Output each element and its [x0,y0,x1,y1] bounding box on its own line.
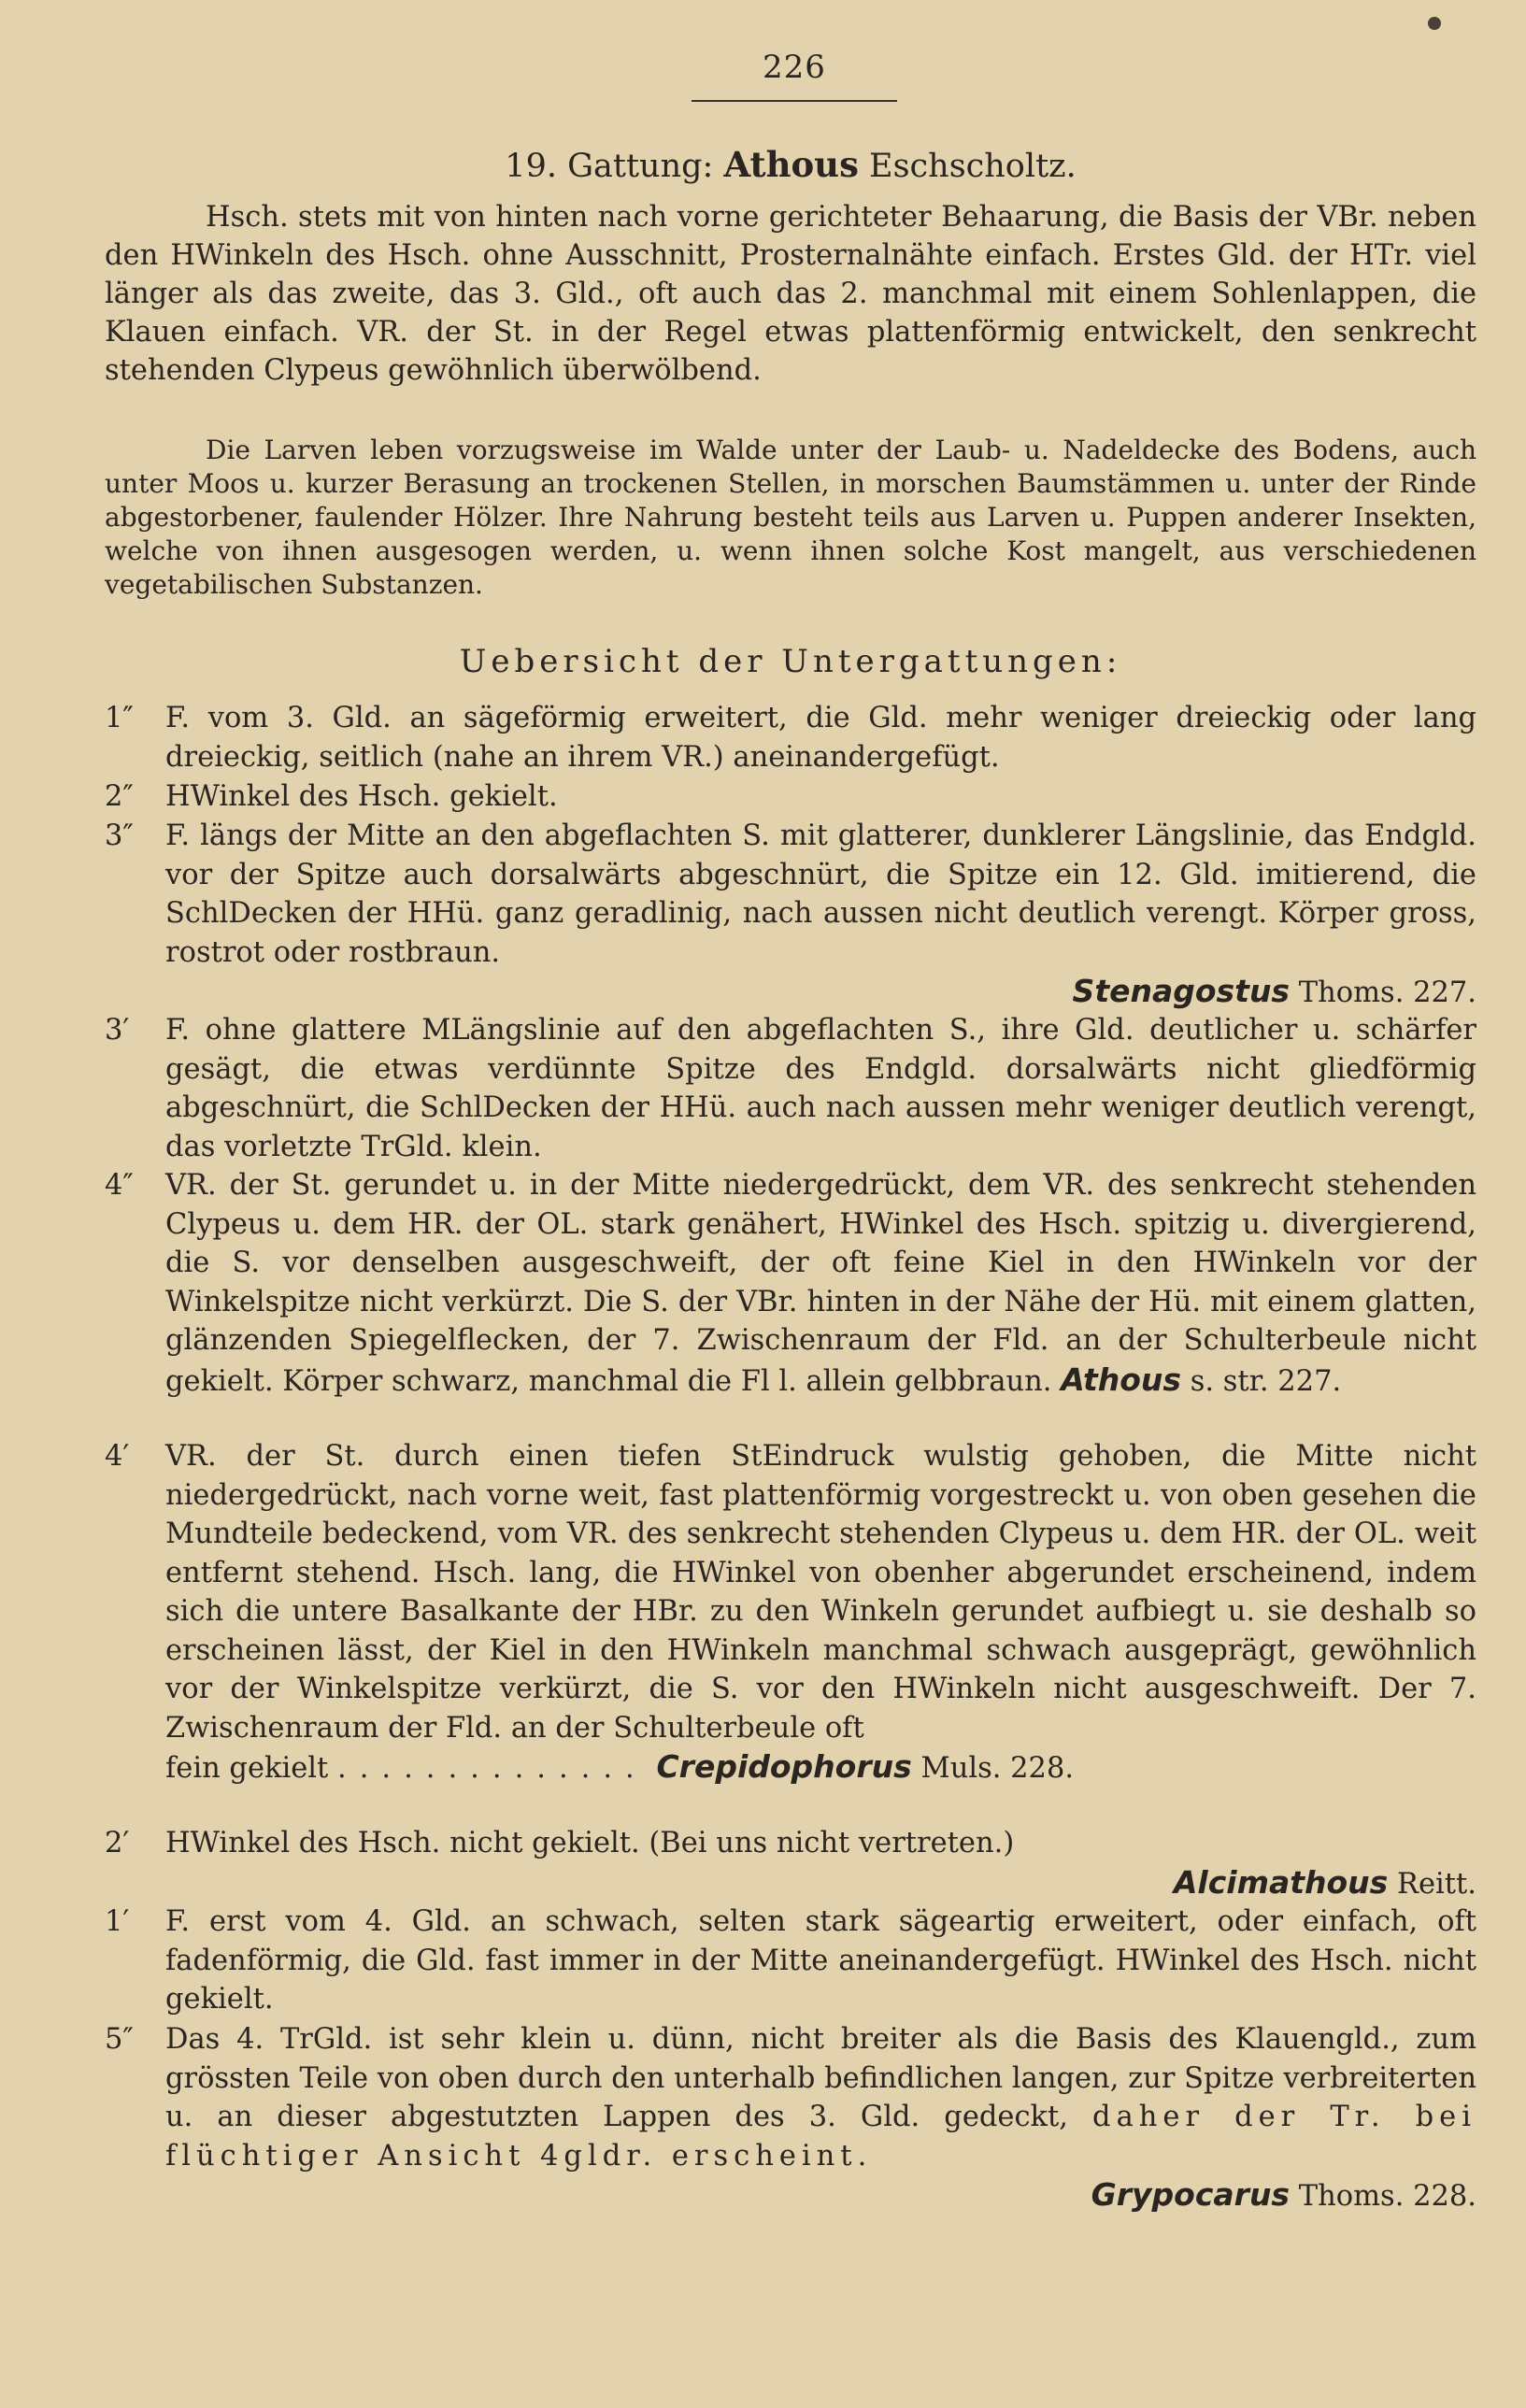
taxon-reference: Reitt. [1388,1867,1476,1901]
key-title: Uebersicht der Untergattungen: [459,643,1122,680]
taxon-line [165,972,1476,1013]
entry-text: F. ohne glattere MLängslinie auf den abgeflachten S., ihre Gld. deutlicher u. schärfer gesägt, die etwas verdünnte Spitze des Endgld. dorsalwärts nicht gliedförmig abgeschnürt, die SchlDecken der HHü. auch nach aussen mehr weniger deutlich verengt, das vorletzte TrGld. klein. [165,1014,1476,1163]
taxon-line [165,1863,1476,1904]
key-entry [105,1011,1476,1166]
intro-block [105,198,1476,390]
entry-text: Das 4. TrGld. ist sehr klein u. dünn, nicht breiter als die Basis des Klauengld., zum grössten Teile von oben durch den unterhalb befindlichen langen, zur Spitze verbreiterten u. an dieser abgestutzten Lappen des 3. Gld. gedeckt, [165,2023,1476,2133]
genus-heading [105,140,1476,191]
header-rule [692,100,897,102]
taxon-line [165,2175,1476,2216]
taxon-name: Crepidophorus [656,1748,912,1785]
taxon-name: Athous [1061,1361,1182,1398]
entry-number: 3″ [105,819,134,852]
key-entry [105,1902,1476,2019]
key-entry [105,1437,1476,1788]
entry-number: 1′ [105,1905,130,1938]
entry-text: VR. der St. gerundet u. in der Mitte niedergedrückt, dem VR. des senkrecht stehenden Clypeus u. dem HR. der OL. stark genähert, HWinkel des Hsch. spitzig u. divergierend, die S. vor denselben ausgeschweift, der oft feine Kiel in den HWinkeln vor der Winkelspitze nicht verkürzt. Die S. der VBr. hinten in der Nähe der Hü. mit einem glatten, glänzenden Spiegelflecken, der 7. Zwischenraum der Fld. an der Schulterbeule nicht gekielt. Körper schwarz, manchmal die Fl l. allein gelbbraun. [165,1169,1476,1398]
entry-spaced-text: daher der Tr. bei flüchtiger Ansicht 4gldr. erscheint. [165,2101,1476,2173]
genus-author: Eschscholtz. [858,148,1077,185]
key-entry [105,699,1476,777]
entry-number: 5″ [105,2023,134,2056]
intro-paragraph: Hsch. stets mit von hinten nach vorne gerichteter Behaarung, die Basis der VBr. neben den HWinkeln des Hsch. ohne Ausschnitt, Prosternalnähte einfach. Erstes Gld. der HTr. viel länger als das zweite, das 3. Gld., oft auch das 2. manchmal mit einem Sohlenlappen, die Klauen einfach. VR. der St. in der Regel etwas plattenförmig entwickelt, den senkrecht stehenden Clypeus gewöhnlich überwölbend. [105,201,1476,387]
entry-text: F. erst vom 4. Gld. an schwach, selten stark sägeartig erweitert, oder einfach, oft fadenförmig, die Gld. fast immer in der Mitte aneinandergefügt. HWinkel des Hsch. nicht gekielt. [165,1905,1476,2016]
entry-text: HWinkel des Hsch. gekielt. [165,780,558,813]
entry-number: 2′ [105,1827,130,1859]
taxon-reference: Muls. 228. [911,1752,1075,1785]
key-entry [105,1166,1476,1401]
entry-text: HWinkel des Hsch. nicht gekielt. (Bei uns nicht vertreten.) [165,1827,1015,1859]
taxon-reference: s. str. 227. [1181,1364,1342,1398]
key-entry [105,1824,1476,1903]
taxon-reference: Thoms. 227. [1290,976,1476,1009]
genus-name: Athous [723,144,859,185]
key-entry [105,777,1476,817]
entry-number: 3′ [105,1014,130,1047]
taxon-line [165,1747,1476,1788]
larvae-block [105,434,1476,602]
entry-text: F. längs der Mitte an den abgeflachten S. mit glatterer, dunklerer Längslinie, das Endgld. vor der Spitze auch dorsalwärts abgeschnürt, die Spitze ein 12. Gld. imitierend, die SchlDecken der HHü. ganz geradlinig, nach aussen nicht deutlich verengt. Körper gross, rostrot oder rostbraun. [165,819,1476,969]
leader-dots: .............. [337,1752,648,1785]
entry-number: 2″ [105,780,134,813]
entry-number: 1″ [105,702,134,734]
entry-text: F. vom 3. Gld. an sägeförmig erweitert, die Gld. mehr weniger dreieckig oder lang dreieckig, seitlich (nahe an ihrem VR.) aneinandergefügt. [165,702,1476,774]
entry-number: 4″ [105,1169,134,1202]
taxon-name: Grypocarus [1091,2176,1291,2213]
entry-last-words: fein gekielt [165,1752,329,1785]
key-entry [105,817,1476,1013]
taxon-name: Alcimathous [1173,1863,1389,1901]
taxon-reference: Thoms. 228. [1290,2180,1476,2213]
taxon-name: Stenagostus [1072,973,1291,1009]
heading-prefix: 19. Gattung: [505,148,724,185]
key-entry [105,2020,1476,2216]
ink-spot [1428,17,1441,30]
page-number: 226 [763,49,826,86]
entry-text: VR. der St. durch einen tiefen StEindruck wulstig gehoben, die Mitte nicht niedergedrückt, nach vorne weit, fast plattenförmig vorgestreckt u. von oben gesehen die Mundteile bedeckend, vom VR. des senkrecht stehenden Clypeus u. dem HR. der OL. weit entfernt stehend. Hsch. lang, die HWinkel von obenher abgerundet erscheinend, indem sich die untere Basalkante der HBr. zu den Winkeln gerundet aufbiegt u. sie deshalb so erscheinen lässt, der Kiel in den HWinkeln manchmal schwach ausgeprägt, gewöhnlich vor der Winkelspitze verkürzt, die S. vor den HWinkeln nicht ausgeschweift. Der 7. Zwischenraum der Fld. an der Schulterbeule oft [165,1440,1476,1745]
larvae-paragraph: Die Larven leben vorzugsweise im Walde unter der Laub- u. Nadeldecke des Bodens, auch unter Moos u. kurzer Berasung an trockenen Stellen, in morschen Baumstämmen u. unter der Rinde abgestorbener, faulender Hölzer. Ihre Nahrung besteht teils aus Larven u. Puppen anderer Insekten, welche von ihnen ausgesogen werden, u. wenn ihnen solche Kost mangelt, aus verschiedenen vegetabilischen Substanzen. [105,435,1476,600]
entry-number: 4′ [105,1440,130,1473]
